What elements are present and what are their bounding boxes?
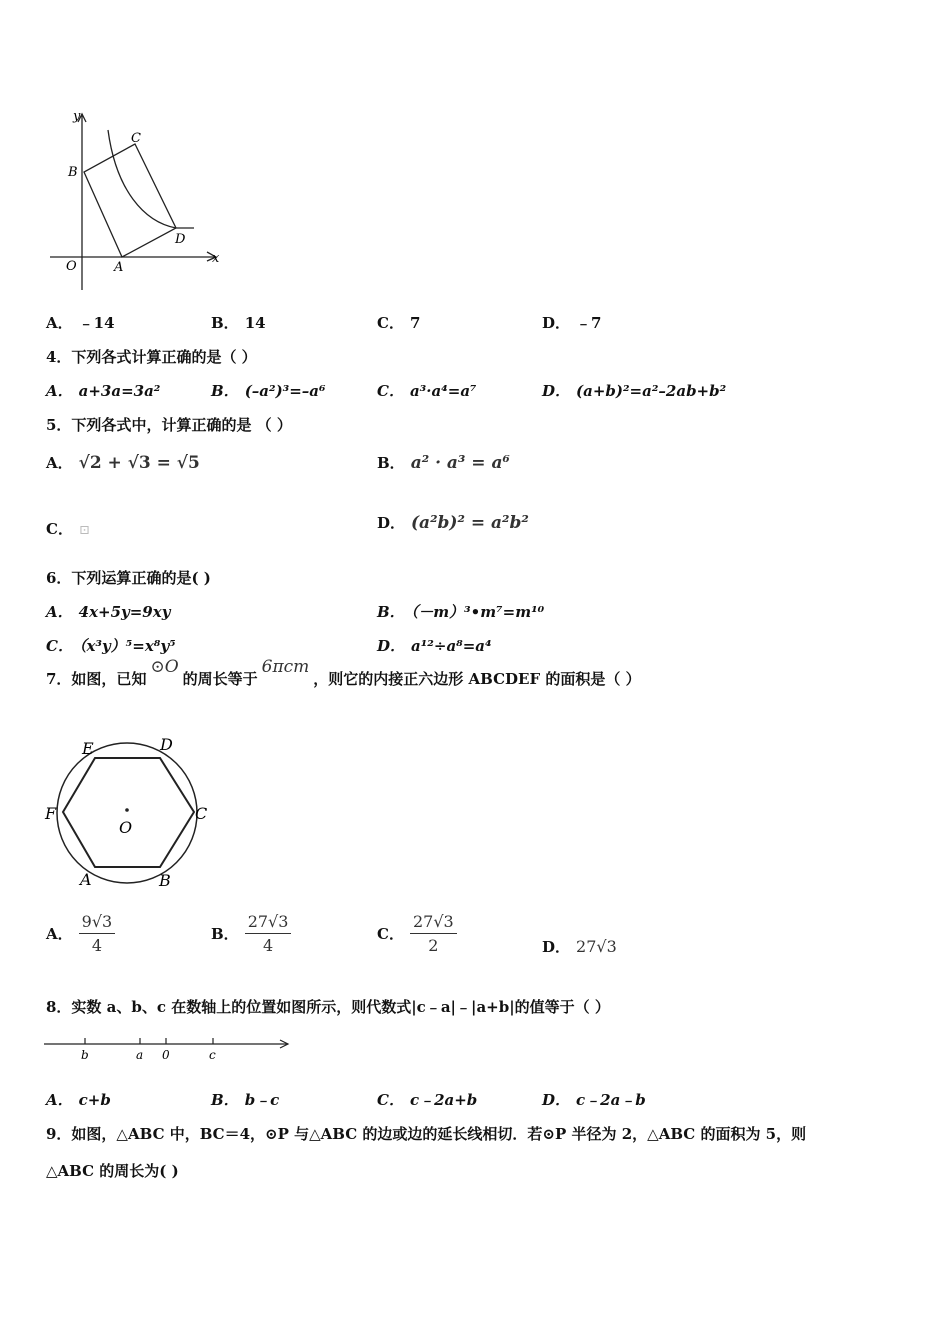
option-label: A． [46, 382, 73, 400]
q4-stem: 4．下列各式计算正确的是（ ） [46, 348, 257, 366]
q8-option-c[interactable] [377, 1089, 477, 1110]
option-label: B． [211, 382, 239, 400]
label-e: E [82, 739, 94, 758]
q7-option-c[interactable] [377, 912, 457, 955]
q8-option-d[interactable] [542, 1089, 646, 1110]
option-label: D． [542, 314, 571, 332]
option-label: D． [542, 938, 571, 956]
option-label: C． [377, 382, 404, 400]
q5-option-a[interactable] [46, 452, 200, 473]
option-text: c﹣2a+b [409, 1091, 478, 1109]
q6-option-d[interactable] [377, 635, 492, 656]
label-a: A [114, 260, 124, 275]
hexagon-abcdef [63, 758, 194, 867]
option-text: 7 [409, 314, 421, 332]
option-math: 27√3 [576, 937, 617, 956]
axis-label-c: c [209, 1048, 216, 1062]
q7-hexagon-figure [42, 730, 222, 895]
q5-option-d[interactable] [377, 512, 529, 533]
broken-image-icon: ⊡ [78, 523, 90, 538]
q4-option-b[interactable] [211, 380, 326, 401]
fraction [245, 912, 292, 955]
option-label: A． [46, 603, 73, 621]
label-b: B [159, 871, 171, 890]
option-text: a+3a=3a² [78, 382, 161, 400]
option-text: （x³y）⁵=x⁸y⁵ [78, 637, 176, 655]
center-dot [125, 808, 129, 812]
option-label: D． [542, 382, 571, 400]
q7-stem-prefix: 7．如图，已知 [46, 670, 147, 688]
q8-number-line [42, 1030, 294, 1062]
numerator: 27√3 [410, 912, 457, 934]
q8-stem: 8．实数 a、b、c 在数轴上的位置如图所示，则代数式|c﹣a|﹣|a+b|的值等于（ ） [46, 998, 610, 1016]
option-label: D． [542, 1091, 571, 1109]
numerator: 27√3 [245, 912, 292, 934]
fraction [79, 912, 116, 955]
q5-option-c[interactable] [46, 518, 90, 539]
option-label: A． [46, 925, 73, 943]
q3-coordinate-figure [44, 100, 234, 295]
option-text: a¹²÷a⁸=a⁴ [411, 637, 492, 655]
q8-option-b[interactable] [211, 1089, 279, 1110]
label-d: D [160, 735, 173, 754]
label-a: A [80, 870, 92, 889]
q9-stem-line1: 9．如图，△ABC 中，BC＝4，⊙P 与△ABC 的边或边的延长线相切．若⊙P 半径为 2，△ABC 的面积为 5，则 [46, 1125, 807, 1143]
option-text: ﹣7 [576, 314, 602, 332]
q4-option-a[interactable] [46, 380, 160, 401]
label-b: B [68, 165, 78, 180]
option-text: (–a²)³=–a⁶ [244, 382, 326, 400]
option-label: A． [46, 1091, 73, 1109]
q8-option-a[interactable] [46, 1089, 111, 1110]
hyperbola-curve [108, 130, 194, 228]
circle-o [57, 743, 197, 883]
option-label: B． [377, 603, 405, 621]
q7-stem [46, 657, 641, 689]
option-label: B． [211, 1091, 239, 1109]
q6-option-b[interactable] [377, 601, 544, 622]
q7-option-a[interactable] [46, 912, 115, 955]
q3-option-c[interactable] [377, 312, 420, 333]
option-label: D． [377, 637, 406, 655]
label-c: C [131, 131, 141, 146]
fraction [410, 912, 457, 955]
option-text: ﹣14 [78, 314, 115, 332]
option-text: c+b [78, 1091, 111, 1109]
denominator: 2 [428, 936, 439, 955]
label-f: F [45, 804, 57, 823]
q6-option-a[interactable] [46, 601, 170, 622]
option-label: C． [377, 1091, 404, 1109]
q9-stem-line2: △ABC 的周长为( ) [46, 1162, 179, 1180]
option-label: B． [377, 454, 405, 472]
q5-stem: 5．下列各式中，计算正确的是 （ ） [46, 416, 292, 434]
label-o: O [119, 818, 133, 837]
option-label: C． [46, 637, 73, 655]
option-text: (a+b)²=a²–2ab+b² [576, 382, 727, 400]
q7-option-d[interactable] [542, 936, 617, 957]
q6-stem: 6．下列运算正确的是( ) [46, 569, 211, 587]
label-o: O [66, 259, 77, 274]
option-text: 4x+5y=9xy [78, 603, 171, 621]
axis-label-b: b [81, 1048, 89, 1062]
q7-perimeter: 6πcm [261, 657, 310, 677]
option-label: A． [46, 454, 73, 472]
option-text: c﹣2a﹣b [576, 1091, 646, 1109]
q7-stem-suffix: ，则它的内接正六边形 ABCDEF 的面积是（ ） [313, 670, 641, 688]
option-label: D． [377, 514, 406, 532]
q7-circle-symbol: ⊙O [150, 657, 179, 677]
axis-label-a: a [136, 1048, 144, 1062]
label-x: x [212, 251, 220, 266]
axis-label-zero: 0 [162, 1048, 170, 1062]
option-text: 14 [244, 314, 266, 332]
option-label: C． [377, 925, 404, 943]
option-label: C． [377, 314, 404, 332]
option-text: （－m）³•m⁷=m¹⁰ [410, 603, 545, 621]
q3-option-d[interactable] [542, 312, 601, 333]
option-label: C． [46, 520, 73, 538]
q3-option-a[interactable] [46, 312, 115, 333]
numerator: 9√3 [79, 912, 116, 934]
denominator: 4 [91, 936, 103, 955]
option-text: b﹣c [244, 1091, 280, 1109]
q3-option-b[interactable] [211, 312, 266, 333]
option-text: a³·a⁴=a⁷ [409, 382, 477, 400]
denominator: 4 [262, 936, 274, 955]
label-c: C [195, 804, 208, 823]
q7-stem-mid: 的周长等于 [182, 670, 258, 688]
option-math: √2 + √3 = √5 [78, 453, 200, 473]
q4-option-c[interactable] [377, 380, 477, 401]
q7-option-b[interactable] [211, 912, 291, 955]
q6-option-c[interactable] [46, 635, 176, 656]
label-d: D [175, 232, 186, 247]
option-math: a² · a³ = a⁶ [410, 453, 510, 473]
option-label: A． [46, 314, 73, 332]
square-abcd [84, 144, 176, 257]
option-label: B． [211, 314, 239, 332]
option-label: B． [211, 925, 239, 943]
option-math: (a²b)² = a²b² [411, 513, 529, 533]
label-y: y [73, 109, 81, 124]
q4-option-d[interactable] [542, 380, 726, 401]
q5-option-b[interactable] [377, 452, 510, 473]
